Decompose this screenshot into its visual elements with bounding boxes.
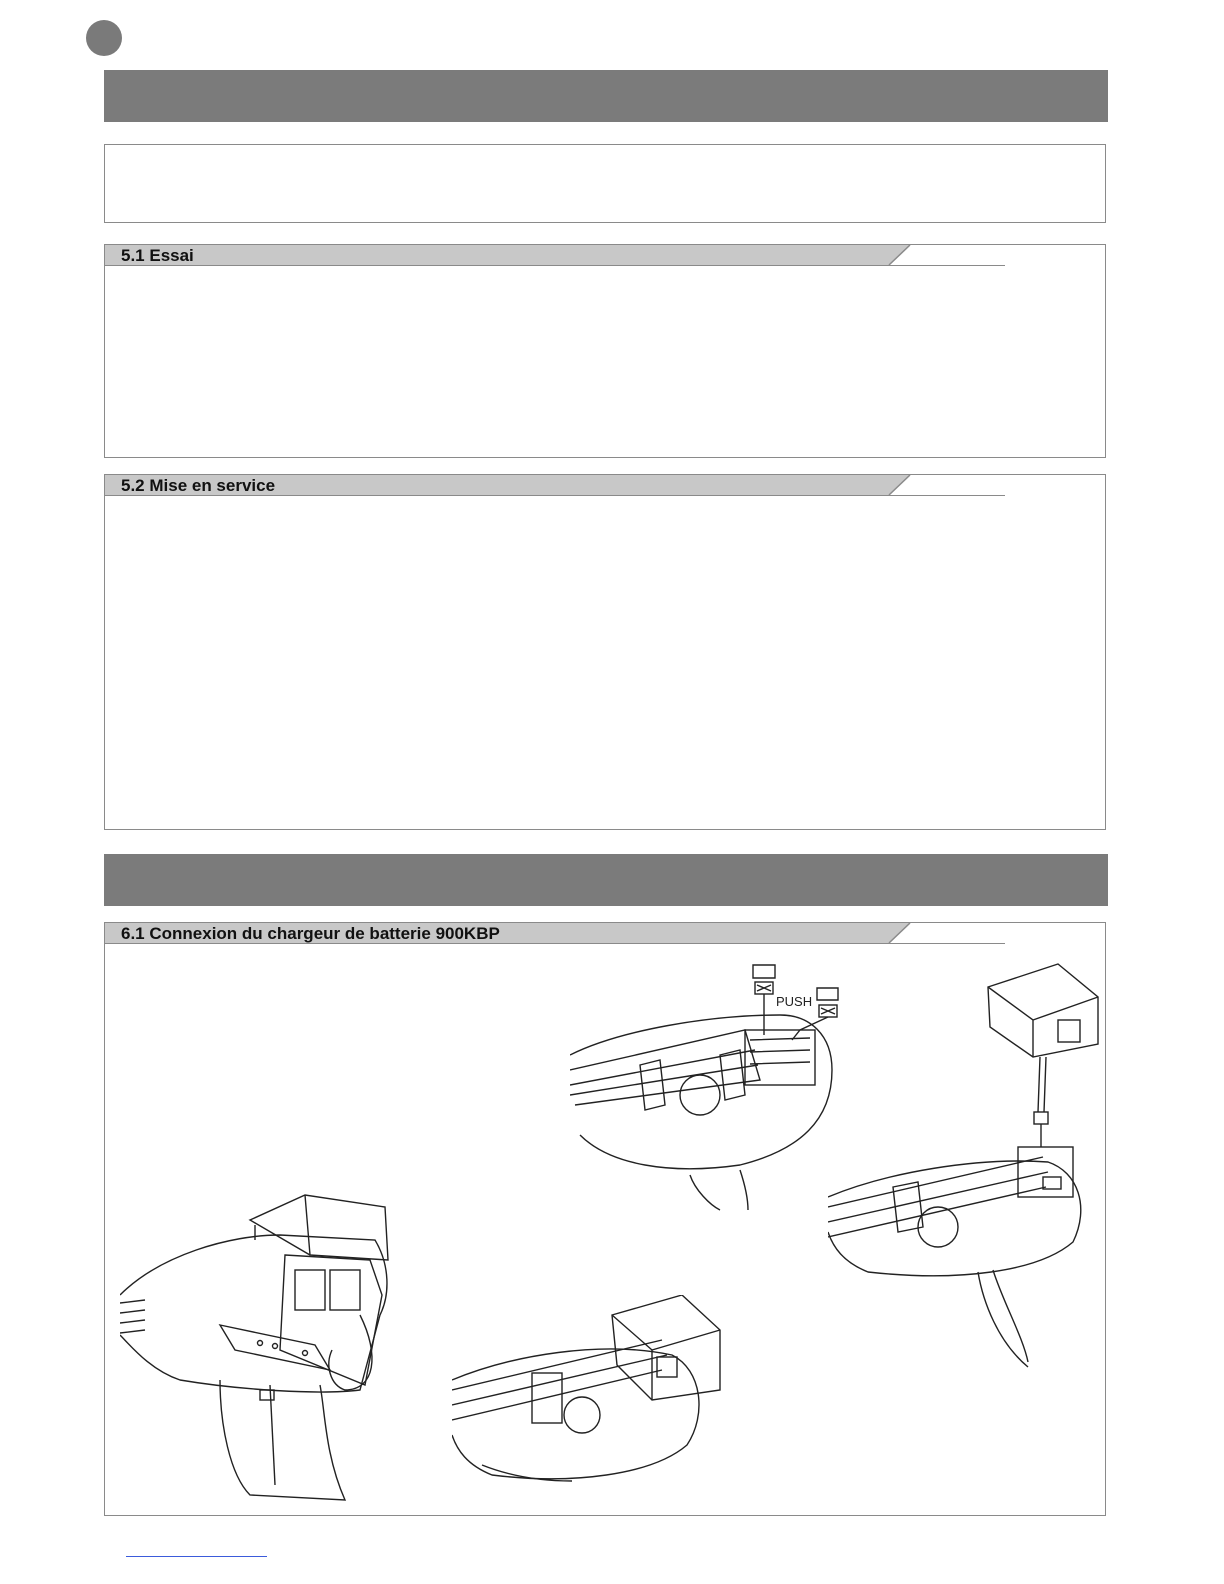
push-label: PUSH [776, 994, 813, 1009]
section-5-2-title: 5.2 Mise en service [121, 476, 276, 495]
chapter-header-band-6 [104, 854, 1108, 906]
motor-open-cover-illustration [120, 1185, 410, 1505]
page-number-marker [86, 20, 122, 56]
tab-shape [105, 245, 1005, 266]
battery-cable-connection-illustration [828, 962, 1100, 1372]
section-5-1-title: 5.1 Essai [121, 246, 194, 265]
motor-push-connector-illustration [570, 960, 870, 1215]
section-5-2-tab [105, 475, 1005, 496]
chapter-header-band-5 [104, 70, 1108, 122]
section-5-1-box [104, 244, 1106, 458]
section-5-1-tab [105, 245, 1005, 266]
footer-link-underline [126, 1556, 267, 1557]
motor-with-battery-illustration [452, 1295, 727, 1485]
intro-text-box [104, 144, 1106, 223]
section-6-1-title: 6.1 Connexion du chargeur de batterie 900KBP [121, 924, 500, 943]
section-6-1-tab [105, 923, 1005, 944]
section-5-2-box [104, 474, 1106, 830]
